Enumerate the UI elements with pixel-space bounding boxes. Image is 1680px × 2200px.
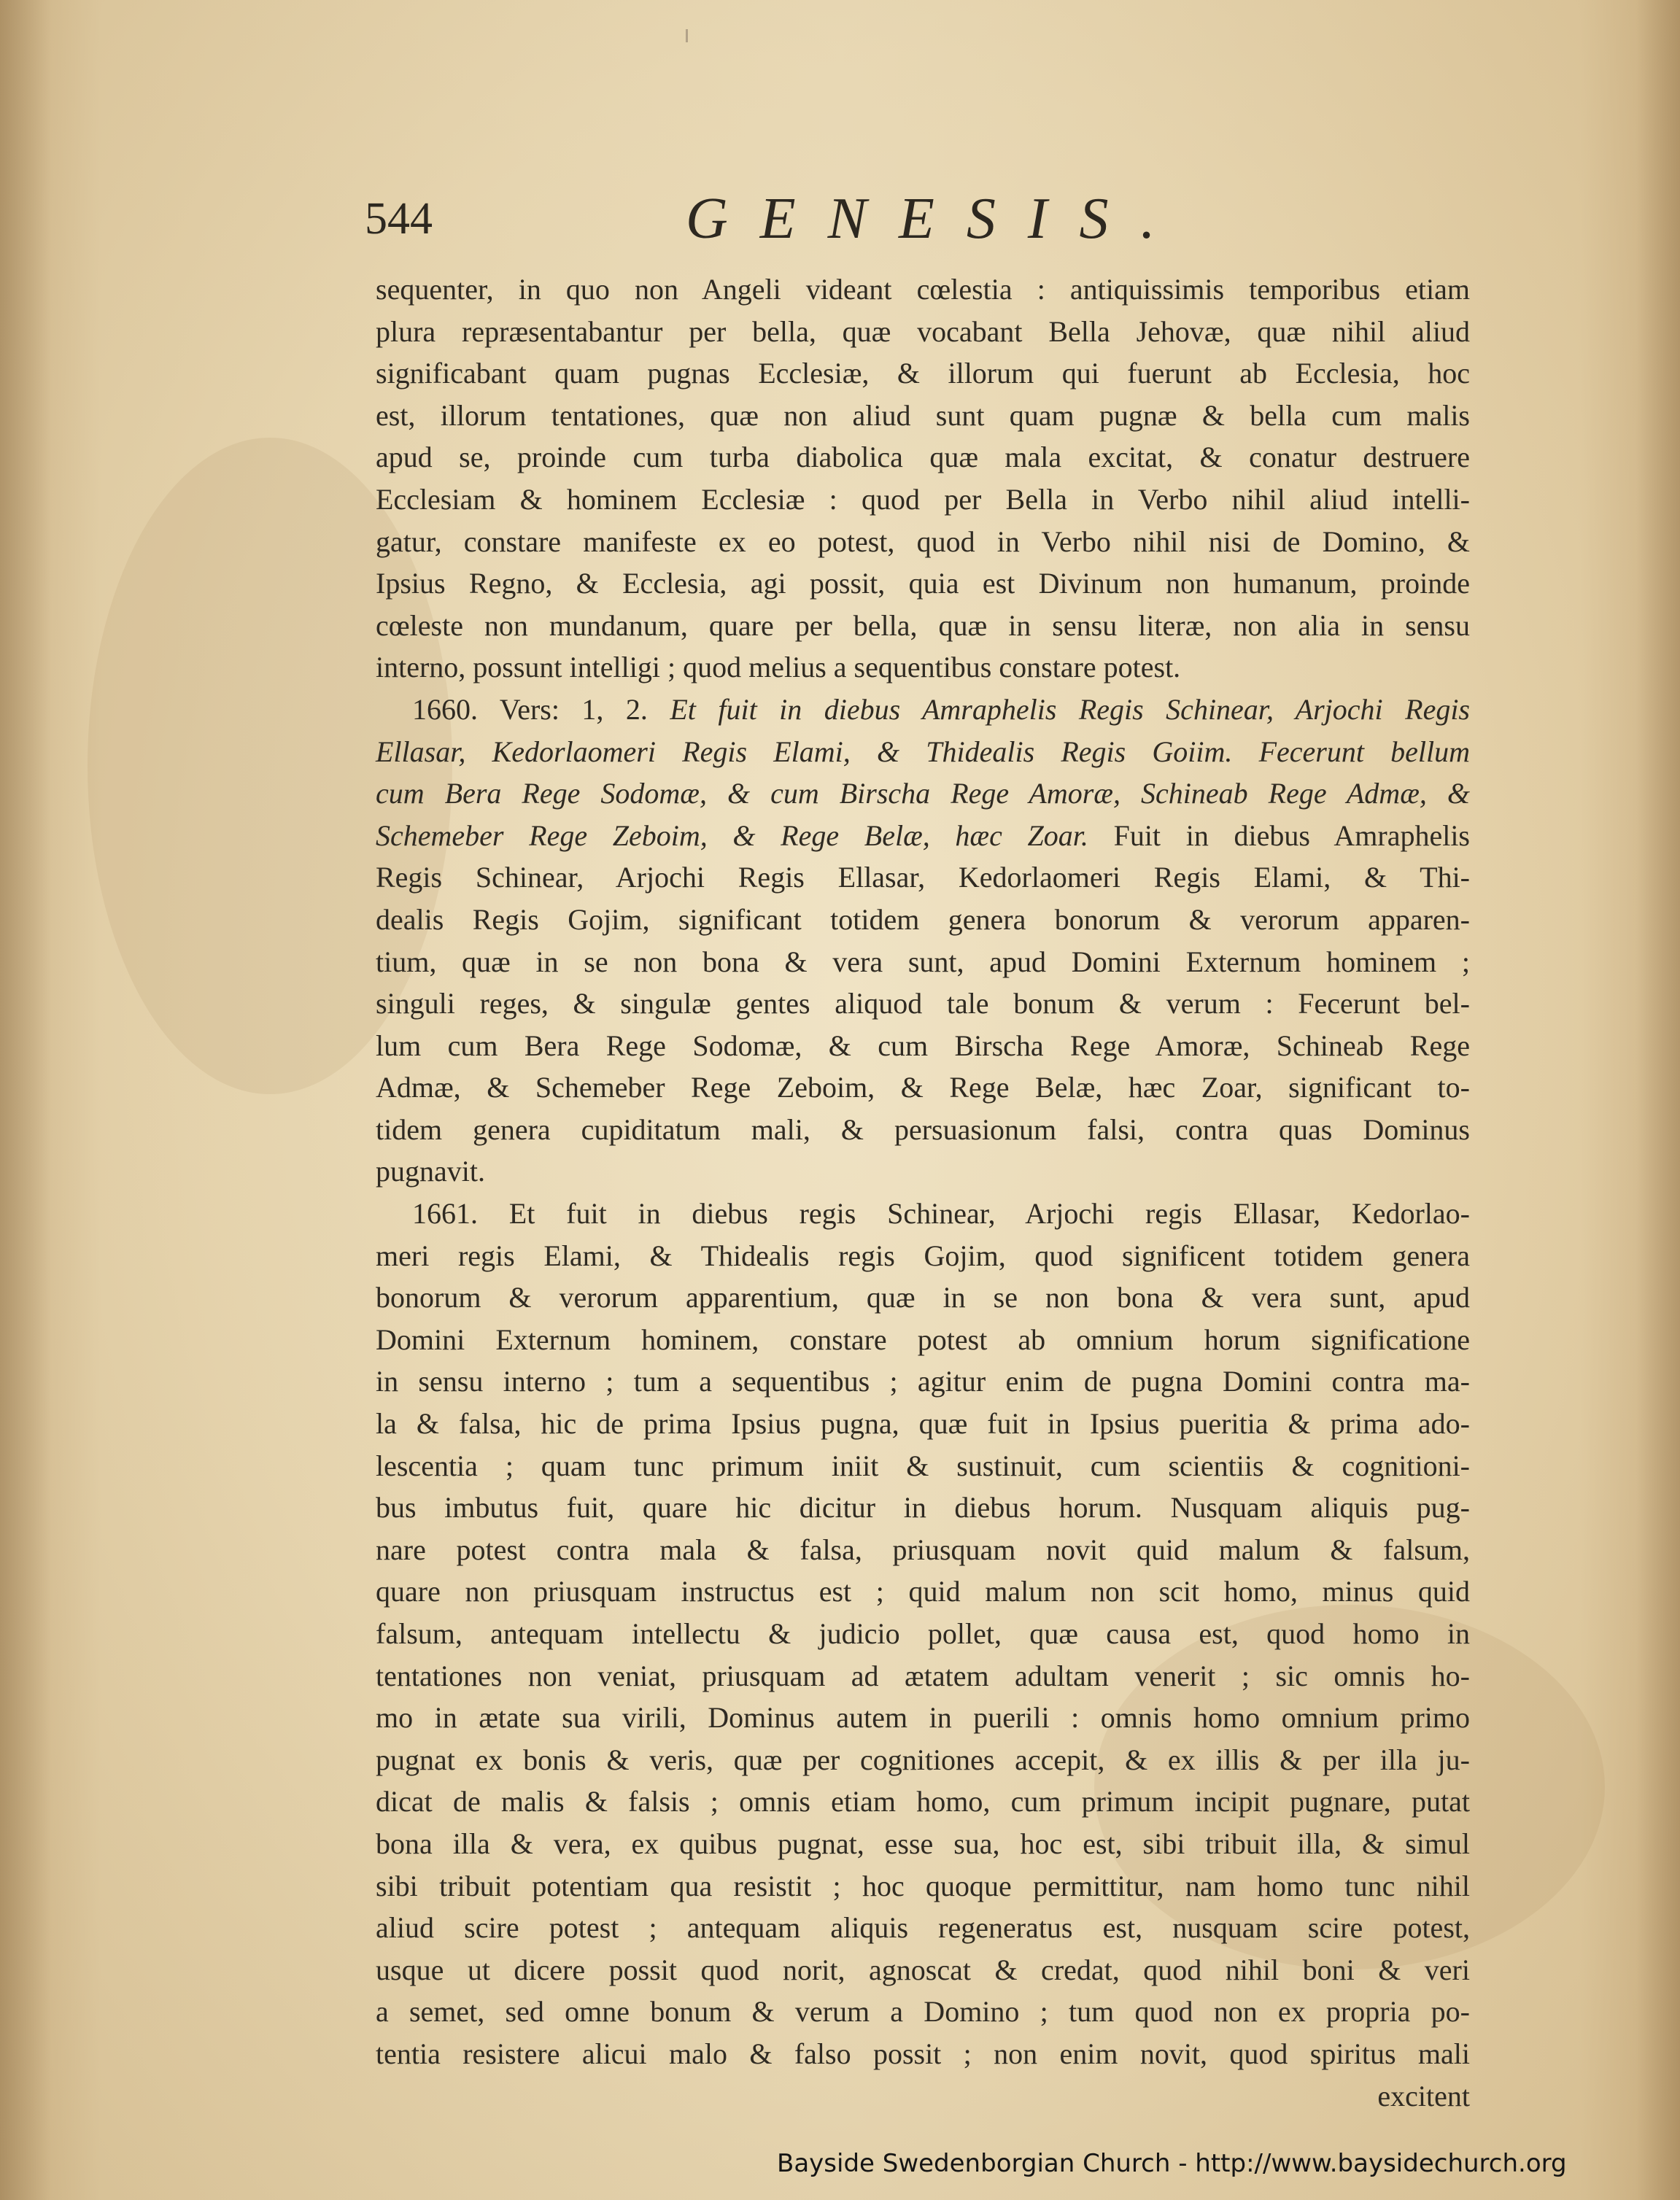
text-line: cum Bera Rege Sodomæ, & cum Birscha Rege Amoræ, Schineab Rege Admæ, & bbox=[376, 777, 1470, 810]
text-line: tidem genera cupiditatum mali, & persuasionum falsi, contra quas Dominus bbox=[376, 1112, 1470, 1146]
text-line: pugnavit. bbox=[376, 1155, 485, 1188]
text-line: sibi tribuit potentiam qua resistit ; hoc quoque permittitur, nam homo tunc nihil bbox=[376, 1869, 1470, 1902]
scripture-quote: Et fuit in diebus Amraphelis Regis Schinear, Arjochi Regis bbox=[670, 692, 1470, 726]
text-line: singuli reges, & singulæ gentes aliquod tale bonum & verum : Fecerunt bel- bbox=[376, 987, 1470, 1020]
text-line: tium, quæ in se non bona & vera sunt, apud Domini Externum hominem ; bbox=[376, 945, 1470, 978]
text-line: lescentia ; quam tunc primum iniit & sustinuit, cum scientiis & cognitioni- bbox=[376, 1449, 1470, 1482]
text-line: est, illorum tentationes, quæ non aliud sunt quam pugnæ & bella cum malis bbox=[376, 398, 1470, 432]
text-line: dicat de malis & falsis ; omnis etiam homo, cum primum incipit pugnare, putat bbox=[376, 1785, 1470, 1819]
paragraph-1660 bbox=[376, 689, 1470, 1193]
text-line: mo in ætate sua virili, Dominus autem in puerili : omnis homo omnium primo bbox=[376, 1701, 1470, 1735]
text-line: falsum, antequam intellectu & judicio pollet, quæ causa est, quod homo in bbox=[376, 1617, 1470, 1650]
text-line: plura repræsentabantur per bella, quæ vocabant Bella Jehovæ, quæ nihil aliud bbox=[376, 314, 1470, 348]
paragraph-1661 bbox=[376, 1193, 1470, 2075]
text-line: la & falsa, hic de prima Ipsius pugna, quæ fuit in Ipsius pueritia & prima ado- bbox=[376, 1407, 1470, 1441]
page-header bbox=[365, 186, 1474, 259]
pencil-mark bbox=[686, 29, 688, 42]
text-line: cœleste non mundanum, quare per bella, quæ in sensu literæ, non alia in sensu bbox=[376, 608, 1470, 642]
text-line: bus imbutus fuit, quare hic dicitur in diebus horum. Nusquam aliquis pug- bbox=[376, 1491, 1470, 1525]
text-line: quare non priusquam instructus est ; quid malum non scit homo, minus quid bbox=[376, 1575, 1470, 1608]
catchword: excitent bbox=[1377, 2079, 1470, 2112]
paragraph-1660-body bbox=[376, 856, 1470, 1193]
text-line: a semet, sed omne bonum & verum a Domino ; tum quod non ex propria po- bbox=[376, 1995, 1470, 2029]
text-line: pugnat ex bonis & veris, quæ per cognitiones accepit, & ex illis & per illa ju- bbox=[376, 1743, 1470, 1776]
text-line: apud se, proinde cum turba diabolica quæ mala excitat, & conatur destruere bbox=[376, 441, 1470, 474]
text-line: Ellasar, Kedorlaomeri Regis Elami, & Thidealis Regis Goiim. Fecerunt bellum bbox=[376, 735, 1470, 768]
text-block bbox=[376, 268, 1470, 2117]
paragraph-number: 1660. Vers: 1, 2. bbox=[412, 692, 670, 726]
text-line: bonorum & verorum apparentium, quæ in se non bona & vera sunt, apud bbox=[376, 1281, 1470, 1314]
scripture-quote: Schemeber Rege Zeboim, & Rege Belæ, hæc Zoar. bbox=[376, 818, 1088, 852]
page-edge-shadow bbox=[0, 0, 51, 2200]
text-line bbox=[376, 689, 1470, 731]
text-line: gatur, constare manifeste ex eo potest, quod in Verbo nihil nisi de Domino, & bbox=[376, 524, 1470, 558]
text-line: sequenter, in quo non Angeli videant cœlestia : antiquissimis temporibus etiam bbox=[376, 273, 1470, 306]
text-line: Regis Schinear, Arjochi Regis Ellasar, Kedorlaomeri Regis Elami, & Thi- bbox=[376, 861, 1470, 894]
running-title: GENESIS. bbox=[686, 187, 1188, 251]
commentary-text: Fuit in diebus Amraphelis bbox=[1088, 818, 1470, 852]
text-line: Domini Externum hominem, constare potest ab omnium horum significatione bbox=[376, 1322, 1470, 1356]
text-line: 1661. Et fuit in diebus regis Schinear, Arjochi regis Ellasar, Kedorlao- bbox=[412, 1197, 1470, 1231]
text-line: usque ut dicere possit quod norit, agnoscat & credat, quod nihil boni & veri bbox=[376, 1953, 1470, 1986]
text-line: in sensu interno ; tum a sequentibus ; agitur enim de pugna Domini contra ma- bbox=[376, 1365, 1470, 1398]
text-line: Admæ, & Schemeber Rege Zeboim, & Rege Belæ, hæc Zoar, significant to- bbox=[376, 1071, 1470, 1104]
text-line: nare potest contra mala & falsa, priusquam novit quid malum & falsum, bbox=[376, 1533, 1470, 1566]
text-line: tentationes non veniat, priusquam ad ætatem adultam venerit ; sic omnis ho- bbox=[376, 1659, 1470, 1692]
paragraph-continuation bbox=[376, 268, 1470, 689]
text-line: dealis Regis Gojim, significant totidem genera bonorum & verorum apparen- bbox=[376, 902, 1470, 936]
text-line bbox=[376, 815, 1470, 857]
text-line: tentia resistere alicui malo & falso possit ; non enim novit, quod spiritus mali bbox=[376, 2037, 1470, 2070]
text-line: meri regis Elami, & Thidealis regis Gojim, quod significent totidem genera bbox=[376, 1239, 1470, 1272]
text-line: lum cum Bera Rege Sodomæ, & cum Birscha Rege Amoræ, Schineab Rege bbox=[376, 1029, 1470, 1062]
text-line: bona illa & vera, ex quibus pugnat, esse sua, hoc est, sibi tribuit illa, & simul bbox=[376, 1827, 1470, 1860]
text-line: Ipsius Regno, & Ecclesia, agi possit, quia est Divinum non humanum, proinde bbox=[376, 567, 1470, 600]
page-edge-shadow bbox=[1636, 0, 1680, 2200]
watermark-credit: Bayside Swedenborgian Church - http://www.baysidechurch.org bbox=[777, 2149, 1567, 2178]
text-line: significabant quam pugnas Ecclesiæ, & illorum qui fuerunt ab Ecclesia, hoc bbox=[376, 357, 1470, 390]
text-line: interno, possunt intelligi ; quod melius a sequentibus constare potest. bbox=[376, 651, 1181, 684]
text-line: aliud scire potest ; antequam aliquis regeneratus est, nusquam scire potest, bbox=[376, 1911, 1470, 1945]
text-line: Ecclesiam & hominem Ecclesiæ : quod per Bella in Verbo nihil aliud intelli- bbox=[376, 482, 1470, 516]
page-number: 544 bbox=[365, 194, 433, 244]
